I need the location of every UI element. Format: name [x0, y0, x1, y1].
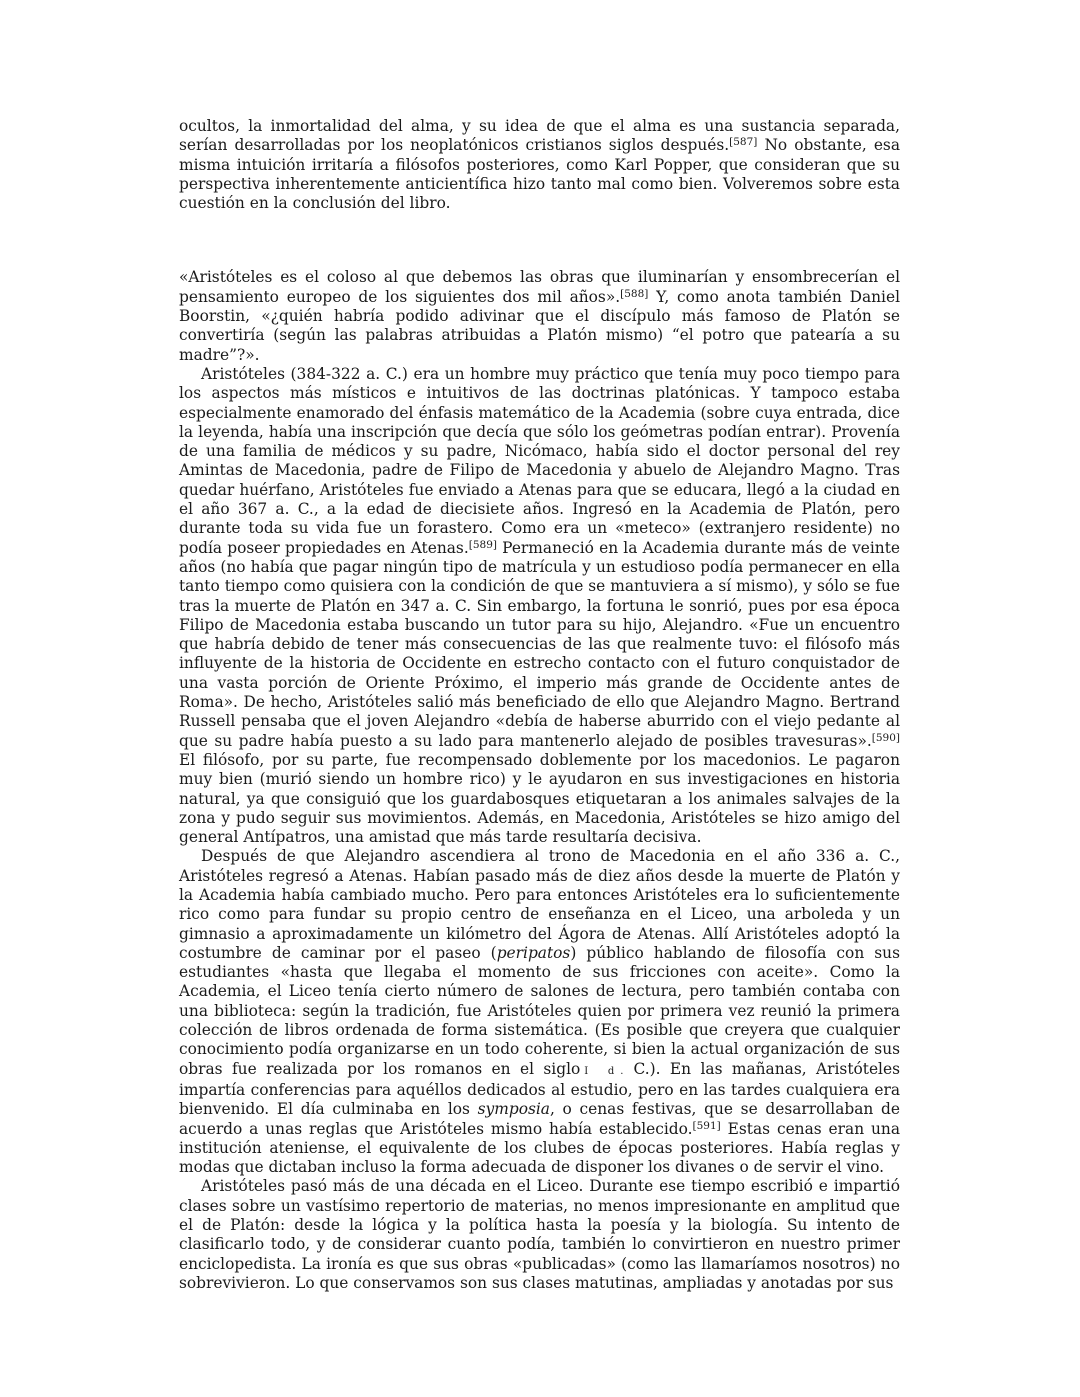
- footnote-reference: [591]: [692, 1119, 721, 1132]
- footnote-reference: [589]: [468, 538, 497, 551]
- paragraph-0: [179, 117, 900, 213]
- paragraph-3: [179, 847, 900, 1177]
- paragraph-2: [179, 365, 900, 847]
- footnote-reference: [588]: [620, 287, 649, 300]
- text-run: El filósofo, por su parte, fue recompensado doblemente por los macedonios. Le pagaron muy bien (murió siendo un hombre rico) y le ayudaron en sus investigaciones en historia natural, ya que consiguió que los guardabosques etiquetaran a los animales salvajes de la zona y pudo seguir sus movimientos. Además, en Macedonia, Aristóteles se hizo amigo del general Antípatros, una amistad que más tarde resultaría decisiva.: [179, 750, 900, 847]
- text-run: Y, como anota también Daniel Boorstin, «¿quién habría podido adivinar que el discípulo más famoso de Platón se convertiría (según las palabras atribuidas a Platón mismo) “el potro que patearía a su madre”?».: [179, 287, 900, 364]
- text-run: Aristóteles (384-322 a. C.) era un hombre muy práctico que tenía muy poco tiempo para los aspectos más místicos e intuitivos de las doctrinas platónicas. Y tampoco estaba especialmente enamorado del énfasis matemático de la Academia (sobre cuya entrada, dice la leyenda, había una inscripción que decía que sólo los geómetras podían entrar). Provenía de una familia de médicos y su padre, Nicómaco, había sido el doctor personal del rey Amintas de Macedonia, padre de Filipo de Macedonia y abuelo de Alejandro Magno. Tras quedar huérfano, Aristóteles fue enviado a Atenas para que se educara, llegó a la ciudad en el año 367 a. C., a la edad de diecisiete años. Ingresó en la Academia de Platón, pero durante toda su vida fue un forastero. Como era un «meteco» (extranjero residente) no podía poseer propiedades en Atenas.: [179, 364, 900, 557]
- section-break: [179, 213, 900, 268]
- paragraph-1: [179, 268, 900, 364]
- text-run: , o cenas festivas, que se desarrollaban de acuerdo a unas reglas que Aristóteles mismo había establecido.: [179, 1100, 901, 1138]
- footnote-reference: [590]: [871, 731, 900, 744]
- text-run: C.). En las mañanas, Aristóteles impartía conferencias para aquéllos dedicados al estudio, pero en las tardes cualquiera era bienvenido. El día culminaba en los: [179, 1059, 900, 1119]
- text-run: No obstante, esa misma intuición irritaría a filósofos posteriores, como Karl Popper, que consideran que su perspectiva inherentemente anticientífica hizo tanto mal como bien. Volveremos sobre esta cuestión en la conclusión del libro.: [179, 136, 900, 213]
- text-run: ) público hablando de filosofía con sus estudiantes «hasta que llegaba el momento de sus fricciones con aceite». Como la Academia, el Liceo tenía cierto número de salones de lectura, pero también contaba con una biblioteca: según la tradición, fue Aristóteles quien por primera vez reunió la primera colección de libros ordenada de forma sistemática. (Es posible que creyera que cualquier conocimiento podía organizarse en un todo coherente, si bien la actual organización de sus obras fue realizada por los romanos en el siglo: [179, 943, 900, 1078]
- footnote-reference: [587]: [729, 136, 758, 149]
- text-run: Permaneció en la Academia durante más de veinte años (no había que pagar ningún tipo de matrícula y un estudioso podía permanecer en ella tanto tiempo como quisiera con la condición de que se mantuviera a sí mismo), y sólo se fue tras la muerte de Platón en 347 a. C. Sin embargo, la fortuna le sonrió, pues por esa época Filipo de Macedonia estaba buscando un tutor para su hijo, Alejandro. «Fue un encuentro que habría debido de tener más consecuencias de las que realmente tuvo: el filósofo más influyente de la historia de Occidente en estrecho contacto con el futuro conquistador de una vasta porción de Oriente Próximo, el imperio más grande de Occidente antes de Roma». De hecho, Aristóteles salió más beneficiado de ello que Alejandro Magno. Bertrand Russell pensaba que el joven Alejandro «debía de haberse aburrido con el viejo pedante al que su padre había puesto a su lado para mantenerlo alejado de posibles travesuras».: [179, 538, 901, 750]
- italic-term: peripatos: [496, 943, 571, 962]
- italic-term: symposia: [477, 1100, 550, 1119]
- text-run: Aristóteles pasó más de una década en el Liceo. Durante ese tiempo escribió e impartió clases sobre un vastísimo repertorio de materias, no menos impresionante en amplitud que el de Platón: desde la lógica y la política hasta la poesía y la biología. Su intento de clasificarlo todo, y de considerar cuanto podía, también lo convirtieron en nuestro primer enciclopedista. La ironía es que sus obras «publicadas» (como las llamaríamos nosotros) no sobrevivieron. Lo que conservamos son sus clases matutinas, ampliadas y anotadas por sus: [179, 1177, 900, 1292]
- paragraph-4: [179, 1177, 900, 1293]
- text-run: «Aristóteles es el coloso al que debemos las obras que iluminarían y ensombrecerían el pensamiento europeo de los siguientes dos mil años».: [179, 268, 900, 306]
- text-run: Estas cenas eran una institución ateniense, el equivalente de los clubes de épocas posteriores. Había reglas y modas que dictaban incluso la forma adecuada de disponer los divanes o de servir el vino.: [179, 1119, 901, 1177]
- text-run: Después de que Alejandro ascendiera al trono de Macedonia en el año 336 a. C., Aristóteles regresó a Atenas. Habían pasado más de diez años desde la muerte de Platón y la Academia había cambiado mucho. Pero para entonces Aristóteles era lo suficientemente rico como para fundar su propio centro de enseñanza en el Liceo, una arboleda y un gimnasio a aproximadamente un kilómetro del Ágora de Atenas. Allí Aristóteles adoptó la costumbre de caminar por el paseo (: [179, 847, 900, 962]
- book-page: [179, 117, 900, 1293]
- text-run: ocultos, la inmortalidad del alma, y su idea de que el alma es una sustancia separada, serían desarrolladas por los neoplatónicos cristianos siglos después.: [179, 117, 900, 155]
- small-caps-run: I d.: [584, 1065, 630, 1077]
